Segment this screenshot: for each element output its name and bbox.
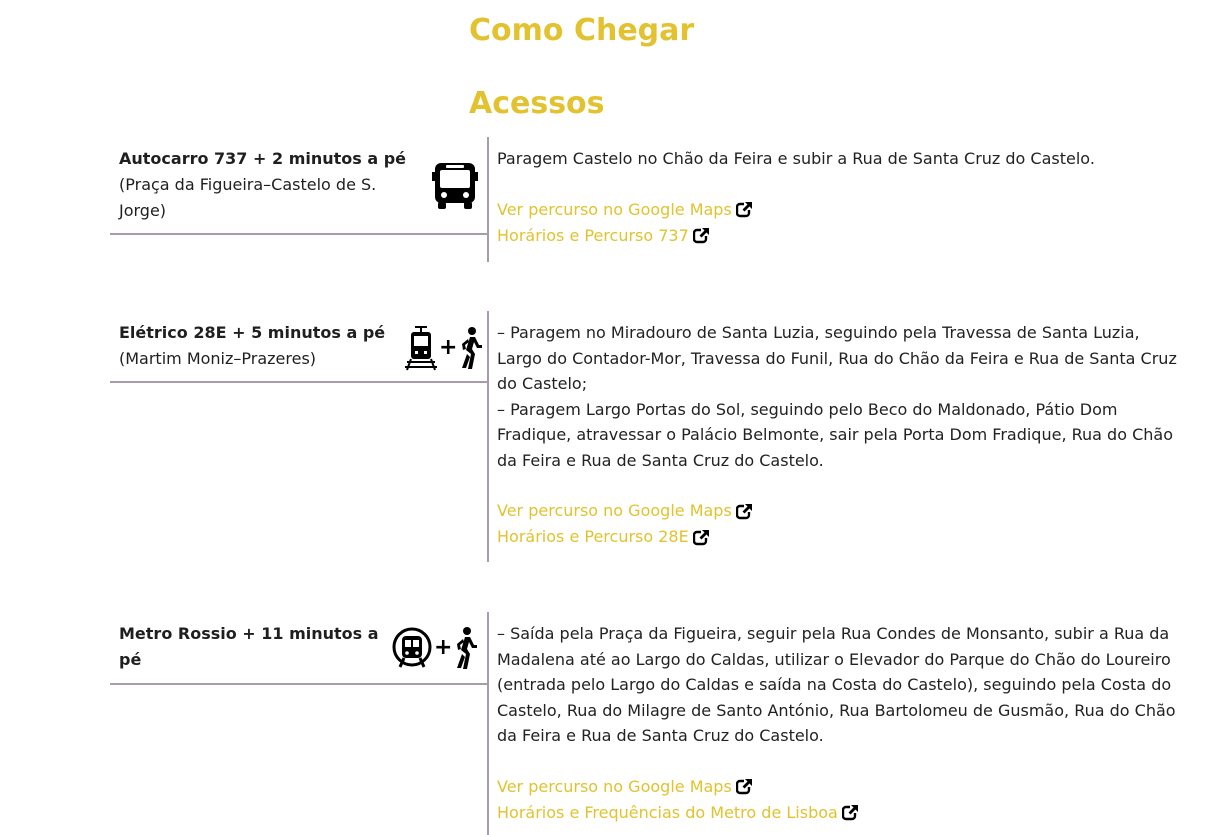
- route-links: [497, 498, 1177, 550]
- page-title: Como Chegar: [469, 13, 695, 48]
- metro-train-icon: [392, 627, 432, 669]
- external-link-icon: [736, 778, 753, 795]
- route-description: – Saída pela Praça da Figueira, seguir pela Rua Condes de Monsanto, subir a Rua da Madalena até ao Largo do Caldas, utilizar o Elevador do Parque do Chão do Loureiro (entrada pelo Largo do Caldas e saída na Costa do Castelo), seguindo pela Costa do Castelo, Rua do Milagre de Santo António, Rua Bartolomeu de Gusmão, Rua do Chão da Feira e Rua de Santa Cruz do Castelo.: [497, 624, 1176, 745]
- tram-icon: [405, 325, 437, 371]
- route-details: [497, 621, 1177, 826]
- section-title: Acessos: [469, 86, 605, 121]
- plus-sign: +: [439, 335, 458, 360]
- route-details: [497, 146, 1177, 249]
- route-links: [497, 197, 1177, 249]
- route-summary: [110, 311, 487, 383]
- external-link-icon: [693, 227, 710, 244]
- route-tram: [0, 311, 1225, 562]
- walking-person-icon: [454, 627, 478, 669]
- divider-line: [487, 311, 489, 562]
- schedule-link[interactable]: Horários e Frequências do Metro de Lisboa: [497, 800, 859, 826]
- schedule-link[interactable]: Horários e Percurso 28E: [497, 524, 710, 550]
- google-maps-link[interactable]: Ver percurso no Google Maps: [497, 498, 753, 524]
- route-title: Metro Rossio + 11 minutos a pé: [119, 624, 379, 669]
- route-description: – Paragem Largo Portas do Sol, seguindo pelo Beco do Maldonado, Pátio Dom Fradique, atravessar o Palácio Belmonte, sair pela Porta Dom Fradique, Rua do Chão da Feira e Rua de Santa Cruz do Castelo.: [497, 399, 1173, 470]
- route-subtitle: (Praça da Figueira–Castelo de S. Jorge): [119, 175, 377, 220]
- route-icons: [432, 162, 478, 210]
- external-link-icon: [842, 804, 859, 821]
- route-icons: [405, 325, 483, 371]
- route-links: [497, 774, 1177, 826]
- schedule-link[interactable]: Horários e Percurso 737: [497, 223, 710, 249]
- divider-line: [487, 612, 489, 835]
- route-description: Paragem Castelo no Chão da Feira e subir a Rua de Santa Cruz do Castelo.: [497, 149, 1095, 168]
- external-link-icon: [736, 201, 753, 218]
- external-link-icon: [693, 529, 710, 546]
- walking-person-icon: [459, 327, 483, 369]
- route-icons: [392, 627, 478, 669]
- route-description: – Paragem no Miradouro de Santa Luzia, seguindo pela Travessa de Santa Luzia, Largo do Contador-Mor, Travessa do Funil, Rua do Chão da Feira e Rua de Santa Cruz do Castelo;: [497, 323, 1177, 393]
- google-maps-link[interactable]: Ver percurso no Google Maps: [497, 197, 753, 223]
- route-metro: [0, 612, 1225, 835]
- route-summary: [110, 612, 487, 685]
- plus-sign: +: [434, 635, 453, 660]
- route-bus: [0, 137, 1225, 262]
- route-subtitle: (Martim Moniz–Prazeres): [119, 349, 317, 368]
- route-details: [497, 320, 1177, 550]
- route-title: Elétrico 28E + 5 minutos a pé: [119, 323, 386, 342]
- route-title: Autocarro 737 + 2 minutos a pé: [119, 149, 407, 168]
- route-summary: [110, 137, 487, 235]
- google-maps-link[interactable]: Ver percurso no Google Maps: [497, 774, 753, 800]
- bus-icon: [432, 162, 478, 210]
- divider-line: [487, 137, 489, 262]
- external-link-icon: [736, 503, 753, 520]
